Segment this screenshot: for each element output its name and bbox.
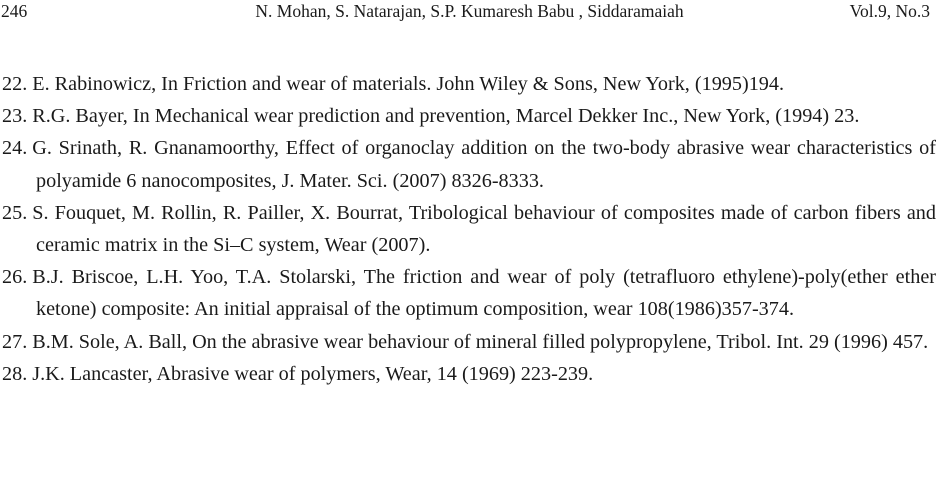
header-authors: N. Mohan, S. Natarajan, S.P. Kumaresh Babu , Siddaramaiah bbox=[255, 1, 684, 21]
reference-number: 26. bbox=[2, 266, 28, 289]
running-header bbox=[0, 0, 939, 24]
reference-text: E. Rabinowicz, In Friction and wear of materials. John Wiley & Sons, New York, (1995)194. bbox=[32, 73, 785, 95]
header-volume: Vol.9, No.3 bbox=[849, 1, 930, 21]
reference-item bbox=[2, 132, 936, 196]
reference-text: G. Srinath, R. Gnanamoorthy, Effect of organoclay addition on the two-body abrasive wear characteristics of polyamide 6 nanocomposites, J. Mater. Sci. (2007) 8326-8333. bbox=[32, 137, 936, 192]
page-number: 246 bbox=[1, 1, 28, 21]
reference-text: B.J. Briscoe, L.H. Yoo, T.A. Stolarski, The friction and wear of poly (tetrafluoro ethylene)-poly(ether ether ketone) composite: An initial appraisal of the optimum composition, wear 108(1986)357-374. bbox=[32, 266, 936, 321]
reference-number: 28. bbox=[2, 362, 28, 385]
reference-list bbox=[2, 68, 936, 390]
reference-number: 25. bbox=[2, 201, 28, 224]
reference-number: 27. bbox=[2, 330, 28, 353]
reference-text: J.K. Lancaster, Abrasive wear of polymers, Wear, 14 (1969) 223-239. bbox=[32, 362, 594, 385]
reference-number: 23. bbox=[2, 105, 28, 128]
reference-number: 24. bbox=[2, 137, 28, 160]
reference-item bbox=[2, 358, 936, 390]
reference-item bbox=[2, 197, 936, 261]
reference-number: 22. bbox=[2, 73, 28, 95]
reference-text: B.M. Sole, A. Ball, On the abrasive wear behaviour of mineral filled polypropylene, Tribol. Int. 29 (1996) 457. bbox=[32, 330, 929, 353]
reference-item bbox=[2, 326, 936, 358]
reference-text: R.G. Bayer, In Mechanical wear prediction and prevention, Marcel Dekker Inc., New York, (1994) 23. bbox=[32, 105, 860, 128]
reference-text: S. Fouquet, M. Rollin, R. Pailler, X. Bourrat, Tribological behaviour of composites made of carbon fibers and ceramic matrix in the Si–C system, Wear (2007). bbox=[32, 201, 936, 257]
reference-item bbox=[2, 68, 936, 100]
reference-item bbox=[2, 100, 936, 132]
reference-item bbox=[2, 261, 936, 325]
